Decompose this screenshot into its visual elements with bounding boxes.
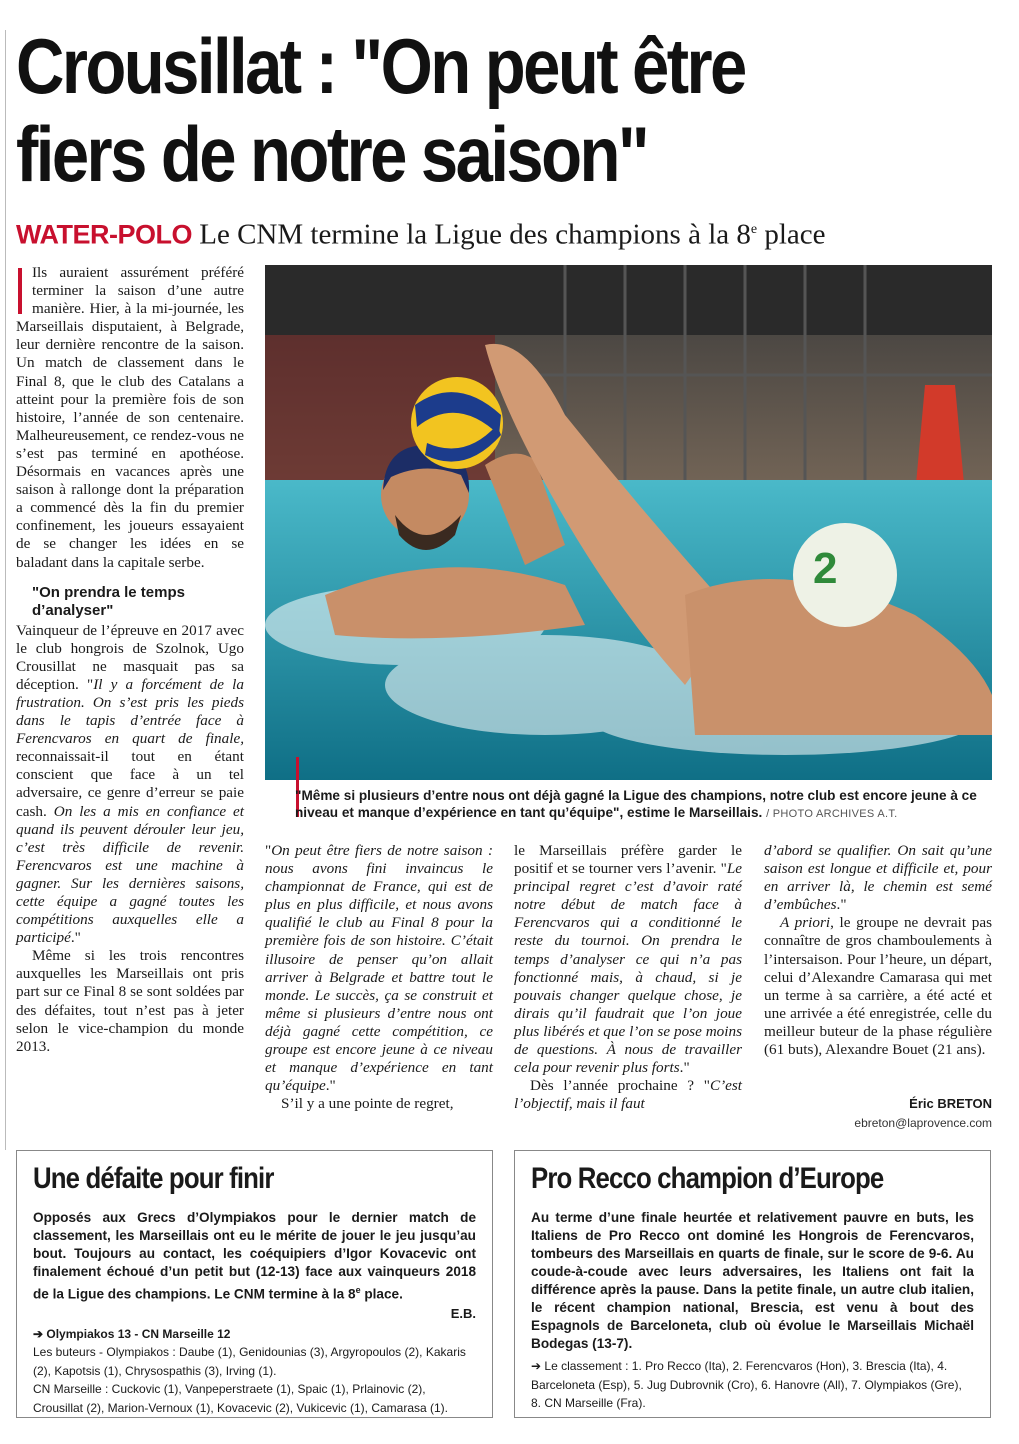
box1-lede-sup: e xyxy=(355,1285,361,1295)
col4-p1-quote: d’abord se qualifier. On sait qu’une saison est longue et difficile et, pour en arriver là, le chemin est semé d’embûches xyxy=(764,842,992,914)
box2-ranking: ➔ Le classement : 1. Pro Recco (Ita), 2. Ferencvaros (Hon), 3. Brescia (Ita), 4. Barceloneta (Esp), 5. Jug Dubrovnik (Cro), 6. Hanovre (All), 7. Olympiakos (Gre), 8. CN Marseille (Fra). xyxy=(531,1359,962,1410)
cap-number: 2 xyxy=(813,544,838,593)
sidebar-box-defeat xyxy=(16,1150,493,1418)
col1-p1-text: Ils auraient assurément préféré terminer la saison d’une autre manière. Hier, à la mi-journée, les Marseillais disputaient, à Belgrade, leur dernière rencontre de la saison. Un match de classement dans le Final 8, que le club des Catalans a atteint pour la première fois de son histoire, l’année de son centenaire. Malheureusement, ce rendez-vous ne s’est pas terminé en apothéose. Désormais en vacances après une saison à rallonge dont la préparation a commencé dès la fin du premier confinement, les joueurs essayaient de se changer les idées en se baladant dans la capitale serbe. xyxy=(16,264,244,571)
col3-paragraph-1 xyxy=(514,842,742,1077)
sidebar-box-pro-recco xyxy=(514,1150,991,1418)
subhead-text: Le CNM termine la Ligue des champions à la 8 xyxy=(199,218,751,251)
col3-p1-a: le Marseillais préfère garder le positif et se tourner vers l’avenir. " xyxy=(514,842,742,878)
headline-line-2: fiers de notre saison" xyxy=(16,110,648,198)
col4-p2-a: A priori xyxy=(780,914,831,932)
col1-paragraph-3: Même si les trois rencontres auxquelles les Marseillais ont pris part sur ce Final 8 se sont soldées par des défaites, tout n’est pas à jeter selon le vice-champion du monde 2013. xyxy=(16,947,244,1055)
article-photo xyxy=(265,265,992,780)
subheadline xyxy=(16,212,1006,253)
scorers-olympiakos: Les buteurs - Olympiakos : Daube (1), Genidounias (3), Argyropoulos (2), Kakaris (2), Kapotsis (1), Chrysospathis (3), Irving (1). xyxy=(33,1345,466,1378)
section-kicker: WATER-POLO xyxy=(16,219,192,250)
water-polo-photo-illustration xyxy=(265,265,992,780)
box1-initials: E.B. xyxy=(450,1305,476,1321)
col4-p2-b: , le groupe ne devrait pas connaître de gros chamboulements à l’intersaison. Pour l’heure, un départ, celui d’Alexandre Camarasa qui met un terme à sa carrière, a été acté et une arrivée a été enregistrée, celle du meilleur buteur de la phase régulière (61 buts), Alexandre Bouet (21 ans). xyxy=(764,914,992,1059)
intertitle: "On prendra le temps d’analyser" xyxy=(32,583,185,619)
article-column-3 xyxy=(514,842,742,1113)
col3-p2-quote: C’est l’objectif, mais il faut xyxy=(514,1077,742,1113)
col4-paragraph-1 xyxy=(764,842,992,914)
box1-lede-text: Opposés aux Grecs d’Olympiakos pour le dernier match de classement, les Marseillais ont eu le mérite de jouer le jeu jusqu’au bout. Toujours au contact, les coéquipiers d’Igor Kovacevic ont finalement échoué d’un petit but (12-13) face aux vainqueurs 2018 de la Ligue des champions. Le CNM termine à la 8 xyxy=(33,1210,476,1302)
box2-title: Pro Recco champion d’Europe xyxy=(531,1162,884,1195)
col3-p2-a: Dès l’année prochaine ? " xyxy=(530,1077,710,1095)
col1-p2-c: reconnaissait-il tout en étant conscient que face à un tel adversaire, ce genre d’erreur se paie cash. xyxy=(16,748,244,820)
subhead-after: place xyxy=(757,218,826,251)
col1-p2-e: ." xyxy=(70,929,81,947)
caption-text: "Même si plusieurs d’entre nous ont déjà gagné la Ligue des champions, notre club est encore jeune à ce niveau et manque d’expérience en tant qu’équipe", estime le Marseillais. xyxy=(295,788,977,820)
box1-title: Une défaite pour finir xyxy=(33,1162,274,1195)
col3-p1-quote: Le principal regret c’est d’avoir raté notre début de match face à Ferencvaros qui a conditionné le reste du tournoi. On prendra le temps d’analyser ce qui n’a pas fonctionné mais, à chaud, si je pouvais changer quelque chose, je dirais qu’il faudrait que l’on joue plus libérés et que l’on se pose moins de questions. À nous de travailler cela pour revenir plus forts xyxy=(514,860,742,1077)
col1-p2-a: Vainqueur de l’épreuve en 2017 avec le club hongrois de Szolnok, Ugo Crousillat ne masquait pas sa déception. " xyxy=(16,621,244,693)
col1-paragraph-1 xyxy=(16,264,244,572)
author-name: Éric BRETON xyxy=(909,1096,992,1111)
box2-lede: Au terme d’une finale heurtée et relativement pauvre en buts, les Italiens de Pro Recco ont dominé les Hongrois de Ferencvaros, tombeurs des Marseillais en quarts de finale, sur le score de 9-6. Au coude-à-coude avec leurs adversaires, les Italiens ont fait la différence après la pause. Dans la petite finale, un autre club italien, le récent champion national, Brescia, est venu à bout des Espagnols de Barceloneta, club où évolue le Marseillais Michaël Bodegas (13-7). xyxy=(531,1210,974,1351)
dropcap-bar xyxy=(18,268,22,314)
col2-paragraph-2: S’il y a une pointe de regret, xyxy=(281,1095,454,1113)
author-email: ebreton@laprovence.com xyxy=(854,1116,992,1130)
left-column-rule xyxy=(5,30,6,1150)
col2-paragraph-1 xyxy=(265,842,493,1095)
match-score: ➔ Olympiakos 13 - CN Marseille 12 xyxy=(33,1326,231,1341)
scorers-marseille: CN Marseille : Cuckovic (1), Vanpeperstraete (1), Spaic (1), Prlainovic (2), Crousillat (2), Marion-Vernoux (1), Kovacevic (2), Vukicevic (1), Camarasa (1). xyxy=(33,1382,449,1415)
photo-credit: / PHOTO ARCHIVES A.T. xyxy=(766,808,898,820)
subhead-sup: e xyxy=(750,222,758,237)
col2-p1-quote: On peut être fiers de notre saison : nous avons fini invaincus le championnat de France, qui est de plus en plus difficile, et nous avons qualifié le club au Final 8 pour la première fois de son histoire. C’était illusoire de penser qu’on allait arriver à Belgrade et battre tout le monde. Le succès, ça se construit et même si plusieurs d’entre nous ont déjà gagné cette compétition, ce groupe est encore jeune à ce niveau et manque d’expérience en tant qu’équipe xyxy=(265,842,493,1095)
col3-p1-c: ." xyxy=(679,1059,690,1077)
col1-p2-quote-1: Il y a forcément de la frustration. On s’est pris les pieds dans le tapis d’entrée face à Ferencvaros en quart de finale, xyxy=(16,675,244,748)
headline-line-1: Crousillat : "On peut être xyxy=(16,22,745,110)
col4-p1-b: ." xyxy=(836,896,847,914)
col2-p1-a: " xyxy=(265,842,272,859)
col1-p2-quote-2: On les a mis en confiance et quand ils peuvent dérouler leur jeu, c’est très difficile de revenir. Ferencvaros est une machine à gagner. Sur les dernières saisons, cette équipe a gagné toutes les compétitions auxquelles elle a participé xyxy=(16,802,244,947)
box1-results xyxy=(33,1325,476,1418)
box1-lede xyxy=(33,1209,476,1304)
box1-lede-end: place. xyxy=(360,1286,403,1302)
photo-caption xyxy=(295,787,995,823)
article-column-4 xyxy=(764,842,992,1059)
headline xyxy=(16,22,867,198)
col1-paragraph-2 xyxy=(16,622,244,948)
article-column-1 xyxy=(16,264,244,1056)
col3-paragraph-2 xyxy=(514,1077,742,1113)
col4-paragraph-2 xyxy=(764,914,992,1059)
col2-p1-c: ." xyxy=(325,1077,336,1095)
article-column-2 xyxy=(265,842,493,1113)
